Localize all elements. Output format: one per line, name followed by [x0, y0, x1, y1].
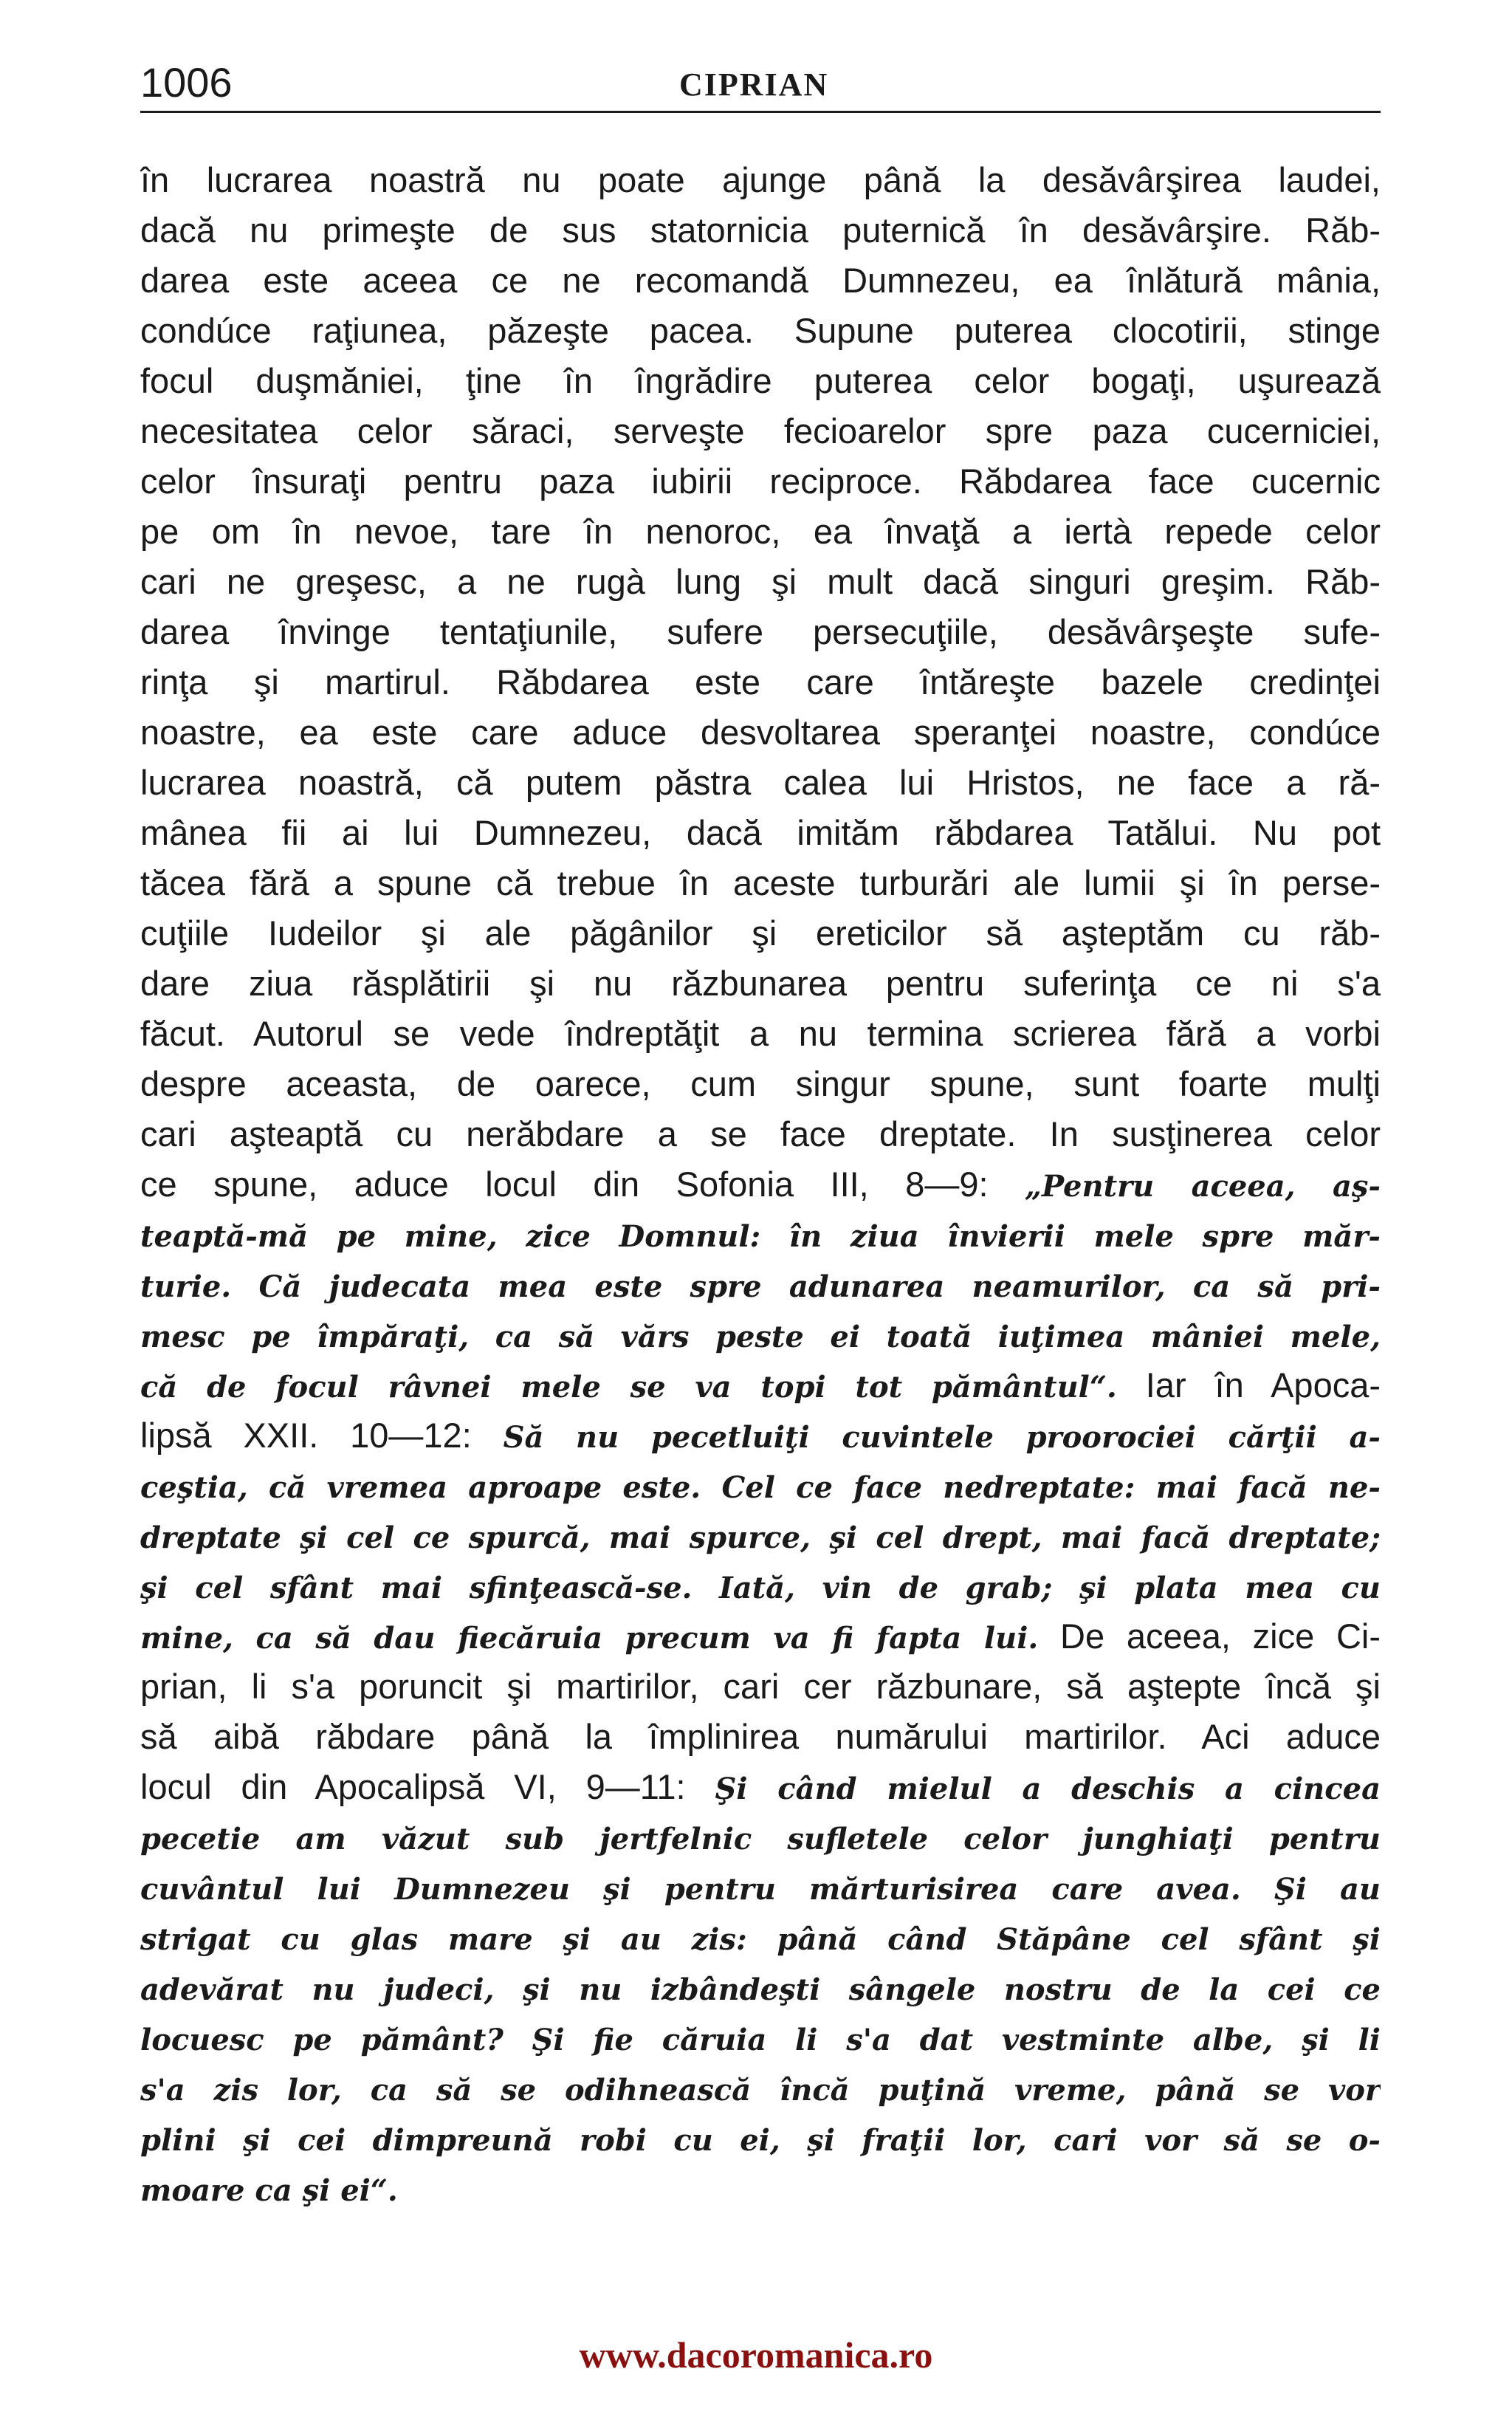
page-number: 1006	[140, 59, 233, 106]
line-text: mânea fii ai lui Dumnezeu, dacă imităm răbdarea Tatălui. Nu pot	[140, 813, 1381, 852]
text-line	[140, 1511, 1381, 1561]
line-italic-quote: teaptă-mă pe mine, zice Domnul: în ziua învierii mele spre măr-	[140, 1219, 1381, 1254]
text-line	[140, 1762, 1381, 1812]
text-line	[140, 306, 1381, 356]
line-text: locul din Apocalipsă VI, 9—11:	[140, 1767, 715, 1806]
text-line	[140, 557, 1381, 607]
line-text: condúce raţiunea, păzeşte pacea. Supune puterea clocotirii, stinge	[140, 311, 1381, 350]
line-text: dacă nu primeşte de sus statornicia puternică în desăvârşire. Răb-	[140, 210, 1381, 250]
text-line	[140, 1360, 1381, 1410]
text-line	[140, 406, 1381, 456]
line-italic-quote: mesc pe împăraţi, ca să vărs peste ei toată iuţimea mâniei mele,	[140, 1320, 1381, 1354]
line-italic-quote: locuesc pe pământ? Şi fie căruia li s'a dat vestminte albe, şi li	[140, 2023, 1381, 2057]
watermark-link[interactable]: www.dacoromanica.ro	[579, 2334, 933, 2376]
text-line	[140, 1712, 1381, 1762]
line-text: darea învinge tentaţiunile, sufere persecuţiile, desăvârşeşte sufe-	[140, 612, 1381, 651]
text-line	[140, 456, 1381, 507]
line-text: lipsă XXII. 10—12:	[140, 1416, 504, 1455]
text-line	[140, 1812, 1381, 1862]
line-text: necesitatea celor săraci, serveşte fecioarelor spre paza cucerniciei,	[140, 411, 1381, 450]
text-line	[140, 1461, 1381, 1511]
text-line	[140, 1059, 1381, 1109]
text-line	[140, 1561, 1381, 1611]
line-italic-quote: cuvântul lui Dumnezeu şi pentru mărturisirea care avea. Şi au	[140, 1872, 1381, 1907]
text-line	[140, 858, 1381, 908]
line-text: celor însuraţi pentru paza iubirii reciproce. Răbdarea face cucernic	[140, 462, 1381, 501]
line-text: lucrarea noastră, că putem păstra calea lui Hristos, ne face a ră-	[140, 763, 1381, 802]
line-italic-quote: turie. Că judecata mea este spre adunarea neamurilor, ca să pri-	[140, 1269, 1381, 1304]
line-text: să aibă răbdare până la împlinirea numărului martirilor. Aci aduce	[140, 1717, 1381, 1756]
text-line	[140, 808, 1381, 858]
text-line	[140, 959, 1381, 1009]
line-text: pe om în nevoe, tare în nenoroc, ea învaţă a iertà repede celor	[140, 512, 1381, 551]
text-line	[140, 1410, 1381, 1461]
text-line	[140, 2113, 1381, 2164]
line-text: noastre, ea este care aduce desvoltarea speranţei noastre, condúce	[140, 713, 1381, 752]
line-italic-quote: plini şi cei dimpreună robi cu ei, şi fraţii lor, cari vor să se o-	[140, 2123, 1381, 2158]
text-line	[140, 155, 1381, 205]
text-line	[140, 1913, 1381, 1963]
text-line	[140, 1963, 1381, 2013]
text-line	[140, 908, 1381, 959]
text-line	[140, 607, 1381, 657]
line-italic-quote: s'a zis lor, ca să se odihnească încă puţină vreme, până se vor	[140, 2073, 1381, 2108]
line-italic-quote: Să nu pecetluiţi cuvintele proorociei cărţii a-	[503, 1420, 1381, 1455]
text-line	[140, 1009, 1381, 1059]
text-line	[140, 1260, 1381, 1310]
line-text-tail: De aceea, zice Ci-	[1038, 1616, 1381, 1656]
line-italic-quote: pecetie am văzut sub jertfelnic sufletele celor junghiaţi pentru	[140, 1822, 1381, 1856]
line-italic-quote: „Pentru aceea, aş-	[1025, 1169, 1381, 1204]
page-header	[140, 53, 1381, 112]
running-head: CIPRIAN	[679, 66, 829, 103]
line-text: în lucrarea noastră nu poate ajunge până la desăvârşirea laudei,	[140, 160, 1381, 199]
line-text: cari aşteaptă cu nerăbdare a se face dreptate. In susţinerea celor	[140, 1114, 1381, 1153]
line-italic-quote: strigat cu glas mare şi au zis: până când Stăpâne cel sfânt şi	[140, 1922, 1381, 1957]
text-line	[140, 507, 1381, 557]
text-line	[140, 758, 1381, 808]
line-text: despre aceasta, de oarece, cum singur spune, sunt foarte mulţi	[140, 1064, 1381, 1103]
header-rule	[140, 111, 1381, 113]
line-italic-quote: şi cel sfânt mai sfinţească-se. Iată, vin de grab; şi plata mea cu	[140, 1571, 1381, 1605]
text-line	[140, 1109, 1381, 1159]
line-text: cari ne greşesc, a ne rugà lung şi mult dacă singuri greşim. Răb-	[140, 562, 1381, 601]
text-line	[140, 256, 1381, 306]
text-line	[140, 657, 1381, 707]
text-line	[140, 707, 1381, 758]
line-text: focul duşmăniei, ţine în îngrădire puterea celor bogaţi, uşurează	[140, 361, 1381, 400]
text-line	[140, 2063, 1381, 2113]
text-line	[140, 1662, 1381, 1712]
line-text: făcut. Autorul se vede îndreptăţit a nu termina scrierea fără a vorbi	[140, 1014, 1381, 1053]
body-text	[140, 155, 1381, 2214]
line-italic-quote: mine, ca să dau fiecăruia precum va fi fapta lui.	[140, 1621, 1039, 1656]
text-line	[140, 2013, 1381, 2063]
line-italic-quote: Şi când mielul a deschis a cincea	[715, 1772, 1381, 1806]
text-line	[140, 356, 1381, 406]
line-text: cuţiile Iudeilor şi ale păgânilor şi ereticilor să aşteptăm cu răb-	[140, 913, 1381, 953]
line-text: rinţa şi martirul. Răbdarea este care întăreşte bazele credinţei	[140, 662, 1381, 702]
line-italic-quote: adevărat nu judeci, şi nu izbândeşti sângele nostru de la cei ce	[140, 1972, 1381, 2007]
text-line	[140, 1310, 1381, 1360]
line-text: dare ziua răsplătirii şi nu răzbunarea pentru suferinţa ce ni s'a	[140, 964, 1381, 1003]
line-text: ce spune, aduce locul din Sofonia III, 8—9:	[140, 1165, 1025, 1204]
text-line	[140, 2164, 1381, 2214]
line-text: prian, li s'a poruncit şi martirilor, cari cer răzbunare, să aştepte încă şi	[140, 1667, 1381, 1706]
line-text: darea este aceea ce ne recomandă Dumnezeu, ea înlătură mânia,	[140, 261, 1381, 300]
line-italic-quote: că de focul râvnei mele se va topi tot pământul“.	[140, 1370, 1117, 1405]
text-line	[140, 1210, 1381, 1260]
line-italic-quote: moare ca şi ei“.	[140, 2173, 398, 2208]
line-italic-quote: dreptate şi cel ce spurcă, mai spurce, şi cel drept, mai facă dreptate;	[140, 1520, 1381, 1555]
text-line	[140, 1862, 1381, 1913]
text-line	[140, 1611, 1381, 1662]
line-text-tail: Iar în Apoca-	[1116, 1365, 1381, 1405]
text-line	[140, 205, 1381, 256]
line-text: tăcea fără a spune că trebue în aceste turburări ale lumii şi în perse-	[140, 863, 1381, 902]
line-italic-quote: ceştia, că vremea aproape este. Cel ce face nedreptate: mai facă ne-	[140, 1470, 1381, 1505]
text-line	[140, 1159, 1381, 1210]
